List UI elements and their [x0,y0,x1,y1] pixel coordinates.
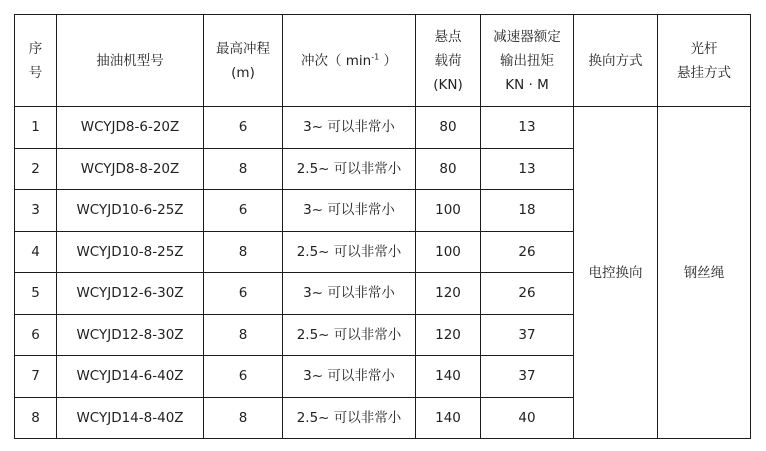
cell-index: 4 [15,231,57,273]
header-torque: 减速器额定 输出扭矩 KN · M [481,15,574,107]
cell-load: 100 [416,231,481,273]
cell-torque: 37 [481,314,574,356]
cell-stroke: 6 [204,273,283,315]
cell-load: 100 [416,190,481,232]
header-index: 序 号 [15,15,57,107]
cell-stroke: 8 [204,148,283,190]
cell-torque: 18 [481,190,574,232]
cell-stroke: 8 [204,314,283,356]
header-stroke: 最高冲程 (m) [204,15,283,107]
cell-index: 3 [15,190,57,232]
cell-index: 8 [15,397,57,439]
cell-model: WCYJD14-8-40Z [57,397,204,439]
cell-index: 7 [15,356,57,398]
cell-spm: 2.5~ 可以非常小 [283,314,416,356]
cell-index: 1 [15,107,57,149]
cell-stroke: 8 [204,397,283,439]
header-row [15,15,751,107]
cell-load: 120 [416,314,481,356]
cell-model: WCYJD12-8-30Z [57,314,204,356]
header-model: 抽油机型号 [57,15,204,107]
cell-torque: 40 [481,397,574,439]
header-suspension: 光杆 悬挂方式 [658,15,751,107]
table-row [15,107,751,149]
cell-model: WCYJD14-6-40Z [57,356,204,398]
cell-torque: 13 [481,107,574,149]
cell-stroke: 6 [204,107,283,149]
header-spm: 冲次（ $\min^{-1}$ ） [283,15,416,107]
cell-spm: 2.5~ 可以非常小 [283,231,416,273]
header-reversing: 换向方式 [574,15,658,107]
cell-spm: 3~ 可以非常小 [283,107,416,149]
cell-load: 120 [416,273,481,315]
cell-spm: 3~ 可以非常小 [283,190,416,232]
cell-model: WCYJD12-6-30Z [57,273,204,315]
cell-model: WCYJD10-8-25Z [57,231,204,273]
cell-torque: 26 [481,273,574,315]
cell-stroke: 8 [204,231,283,273]
cell-stroke: 6 [204,356,283,398]
cell-model: WCYJD8-6-20Z [57,107,204,149]
cell-load: 80 [416,148,481,190]
cell-index: 5 [15,273,57,315]
cell-model: WCYJD8-8-20Z [57,148,204,190]
cell-torque: 37 [481,356,574,398]
cell-spm: 2.5~ 可以非常小 [283,397,416,439]
cell-torque: 13 [481,148,574,190]
cell-stroke: 6 [204,190,283,232]
cell-index: 2 [15,148,57,190]
cell-spm: 2.5~ 可以非常小 [283,148,416,190]
cell-load: 140 [416,397,481,439]
spec-table [14,14,751,439]
cell-spm: 3~ 可以非常小 [283,356,416,398]
cell-load: 140 [416,356,481,398]
cell-suspension-merged: 钢丝绳 [658,107,751,439]
cell-model: WCYJD10-6-25Z [57,190,204,232]
cell-reversing-merged: 电控换向 [574,107,658,439]
cell-load: 80 [416,107,481,149]
cell-spm: 3~ 可以非常小 [283,273,416,315]
cell-index: 6 [15,314,57,356]
cell-torque: 26 [481,231,574,273]
header-load: 悬点 载荷 (KN) [416,15,481,107]
